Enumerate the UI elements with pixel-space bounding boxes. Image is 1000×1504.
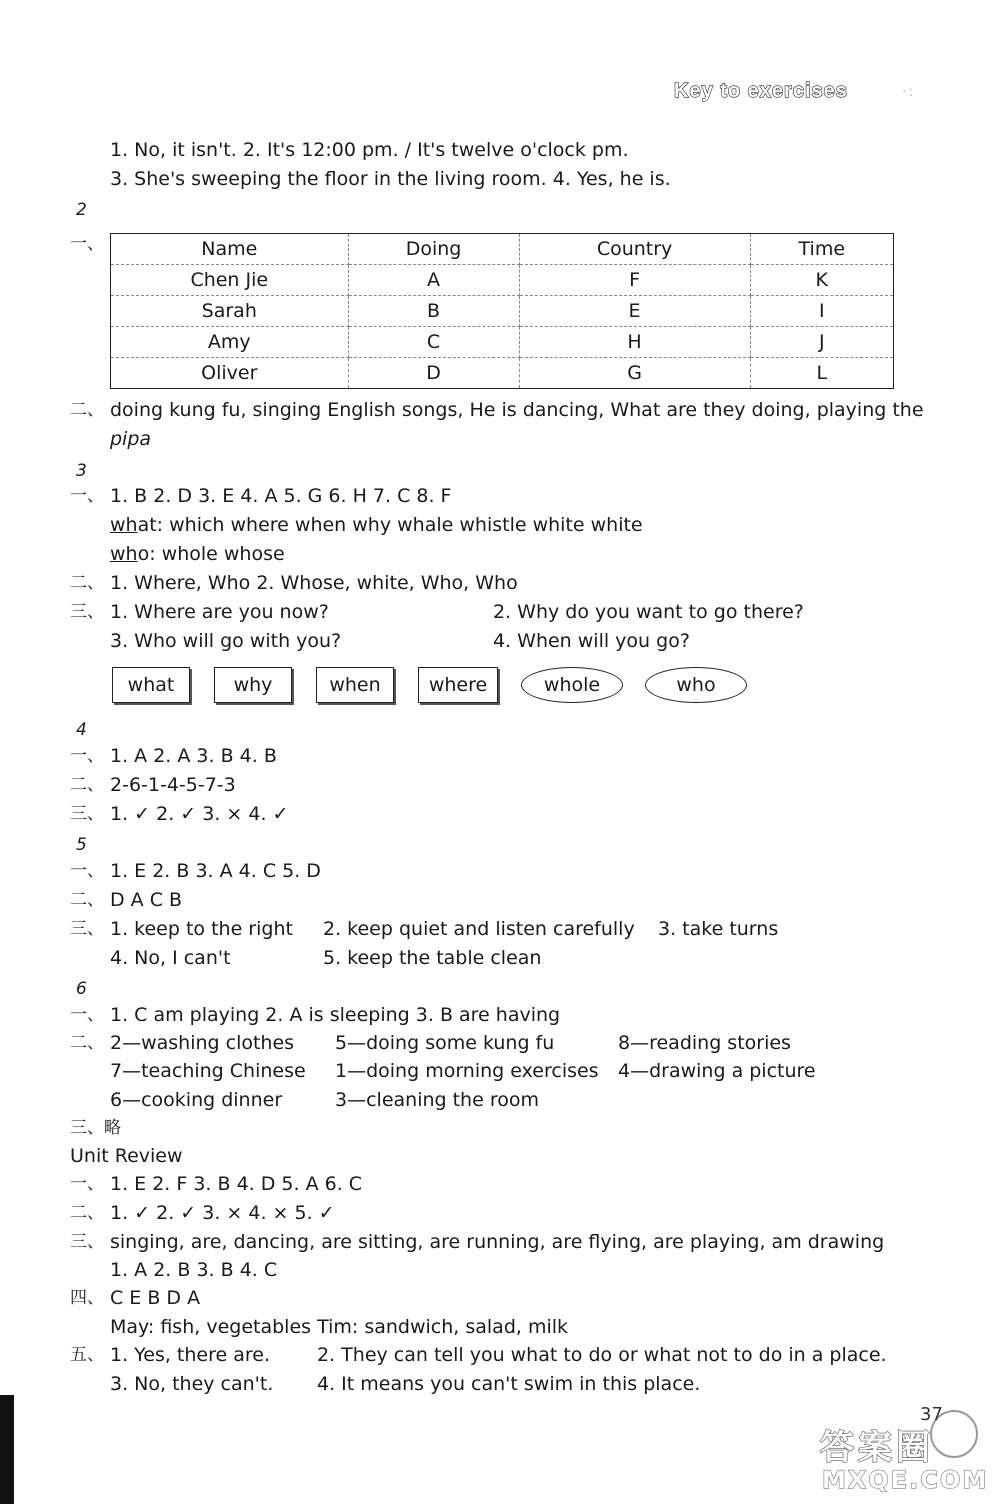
review-er-answers: 1. ✓ 2. ✓ 3. × 4. × 5. ✓	[110, 1202, 335, 1224]
table-row	[111, 265, 894, 296]
s3-er-answer: 1. Where, Who 2. Whose, white, Who, Who	[110, 572, 518, 594]
boxed-word-what: what	[112, 667, 190, 703]
s2-er-answer-cont: pipa	[110, 428, 152, 450]
s6-part-yi: 一、	[70, 1005, 104, 1025]
s5-a5: 5. keep the table clean	[323, 947, 542, 969]
table-cell: K	[750, 265, 893, 296]
table-cell: H	[519, 327, 750, 358]
boxed-word-where: where	[418, 667, 498, 703]
section-number-3: 3	[76, 461, 87, 481]
s5-a4: 4. No, I can't	[110, 947, 231, 969]
review-w2: 2. They can tell you what to do or what not to do in a place.	[317, 1344, 887, 1366]
s5-er-answers: D A C B	[110, 889, 183, 911]
s6-match: 8—reading stories	[618, 1032, 791, 1054]
review-si-answers: C E B D A	[110, 1287, 201, 1309]
s5-part-er: 二、	[70, 890, 104, 910]
s6-part-san: 三、略	[70, 1118, 121, 1138]
table-cell: G	[519, 358, 750, 389]
table-cell: Sarah	[111, 296, 349, 327]
table-header: Doing	[348, 234, 519, 265]
table-cell: D	[348, 358, 519, 389]
header-decoration: ·:	[902, 84, 916, 100]
s6-match: 5—doing some kung fu	[335, 1032, 555, 1054]
s4-part-yi: 一、	[70, 746, 104, 766]
review-w3: 3. No, they can't.	[110, 1373, 274, 1395]
what-key: wh	[110, 514, 138, 536]
s4-yi-answers: 1. A 2. A 3. B 4. B	[110, 745, 277, 767]
section-number-6: 6	[76, 979, 87, 999]
s6-match: 3—cleaning the room	[335, 1089, 539, 1111]
review-part-er: 二、	[70, 1203, 104, 1223]
review-part-san: 三、	[70, 1232, 104, 1252]
s1-line1: 1. No, it isn't. 2. It's 12:00 pm. / It's twelve o'clock pm.	[110, 139, 629, 161]
table-header: Name	[111, 234, 349, 265]
s2-part-er: 二、	[70, 400, 104, 420]
s3-what-line	[110, 513, 643, 537]
running-header: Key to exercises	[674, 80, 848, 102]
s3-q1: 1. Where are you now?	[110, 601, 329, 623]
page-number: 37	[920, 1404, 943, 1425]
table-cell: I	[750, 296, 893, 327]
s3-part-san: 三、	[70, 602, 104, 622]
section-number-2: 2	[76, 200, 87, 220]
what-words: at: which where when why whale whistle white white	[137, 514, 643, 536]
table-cell: Chen Jie	[111, 265, 349, 296]
table-cell: A	[348, 265, 519, 296]
s6-part-er: 二、	[70, 1033, 104, 1053]
s3-yi-answers: 1. B 2. D 3. E 4. A 5. G 6. H 7. C 8. F	[110, 485, 452, 507]
review-w4: 4. It means you can't swim in this place.	[317, 1373, 701, 1395]
section-number-4: 4	[76, 720, 87, 740]
unit-review-title: Unit Review	[70, 1145, 183, 1167]
s6-match: 2—washing clothes	[110, 1032, 295, 1054]
table-header: Country	[519, 234, 750, 265]
review-part-yi: 一、	[70, 1174, 104, 1194]
circled-word-who: who	[645, 667, 747, 703]
review-part-wu: 五、	[70, 1345, 104, 1365]
s6-yi-answers: 1. C am playing 2. A is sleeping 3. B are having	[110, 1004, 561, 1026]
s3-part-yi: 一、	[70, 486, 104, 506]
table-header-row	[111, 234, 894, 265]
review-san-answers: singing, are, dancing, are sitting, are running, are flying, are playing, am drawing	[110, 1231, 885, 1253]
review-yi-answers: 1. E 2. F 3. B 4. D 5. A 6. C	[110, 1173, 363, 1195]
table-cell: B	[348, 296, 519, 327]
s5-yi-answers: 1. E 2. B 3. A 4. C 5. D	[110, 860, 321, 882]
s6-match: 4—drawing a picture	[618, 1060, 816, 1082]
s4-part-san: 三、	[70, 804, 104, 824]
watermark-url: MXQE.COM	[822, 1466, 989, 1494]
review-part-si: 四、	[70, 1288, 104, 1308]
section-number-5: 5	[76, 835, 87, 855]
review-si-answers-2: May: fish, vegetables Tim: sandwich, salad, milk	[110, 1316, 569, 1338]
s3-q3: 3. Who will go with you?	[110, 630, 342, 652]
s6-match: 6—cooking dinner	[110, 1089, 283, 1111]
circled-word-whole: whole	[521, 667, 623, 703]
s5-a1: 1. keep to the right	[110, 918, 293, 940]
s4-san-answers: 1. ✓ 2. ✓ 3. × 4. ✓	[110, 803, 289, 825]
table-cell: L	[816, 362, 828, 384]
s5-a2: 2. keep quiet and listen carefully	[323, 918, 635, 940]
table-cell: Amy	[111, 327, 349, 358]
table-cell: E	[519, 296, 750, 327]
who-key: wh	[110, 543, 138, 565]
review-san-answers-2: 1. A 2. B 3. B 4. C	[110, 1259, 278, 1281]
s5-part-yi: 一、	[70, 861, 104, 881]
table-row	[111, 296, 894, 327]
s3-q4: 4. When will you go?	[493, 630, 690, 652]
s3-q2: 2. Why do you want to go there?	[493, 601, 804, 623]
table-cell: C	[348, 327, 519, 358]
s6-match: 7—teaching Chinese	[110, 1060, 306, 1082]
s1-line2: 3. She's sweeping the floor in the living room. 4. Yes, he is.	[110, 168, 671, 190]
table-row	[111, 327, 894, 358]
review-w1: 1. Yes, there are.	[110, 1344, 270, 1366]
scan-edge-bar	[0, 1395, 14, 1504]
s4-er-answers: 2-6-1-4-5-7-3	[110, 774, 236, 796]
watermark-logo: 答案圈	[820, 1428, 934, 1468]
s5-a3: 3. take turns	[658, 918, 779, 940]
s2-part-yi: 一、	[70, 234, 104, 254]
table-cell: J	[750, 327, 893, 358]
s6-match: 1—doing morning exercises	[335, 1060, 599, 1082]
answer-table	[110, 233, 894, 389]
s2-er-answer: doing kung fu, singing English songs, He is dancing, What are they doing, playing the	[110, 399, 924, 421]
who-words: o: whole whose	[137, 543, 285, 565]
s5-part-san: 三、	[70, 919, 104, 939]
table-cell: Oliver	[111, 358, 349, 389]
boxed-word-why: why	[214, 667, 292, 703]
s3-who-line	[110, 542, 285, 566]
table-row	[111, 358, 894, 389]
table-cell: F	[519, 265, 750, 296]
table-header: Time	[750, 234, 893, 265]
boxed-word-when: when	[316, 667, 394, 703]
s4-part-er: 二、	[70, 775, 104, 795]
s3-part-er: 二、	[70, 573, 104, 593]
